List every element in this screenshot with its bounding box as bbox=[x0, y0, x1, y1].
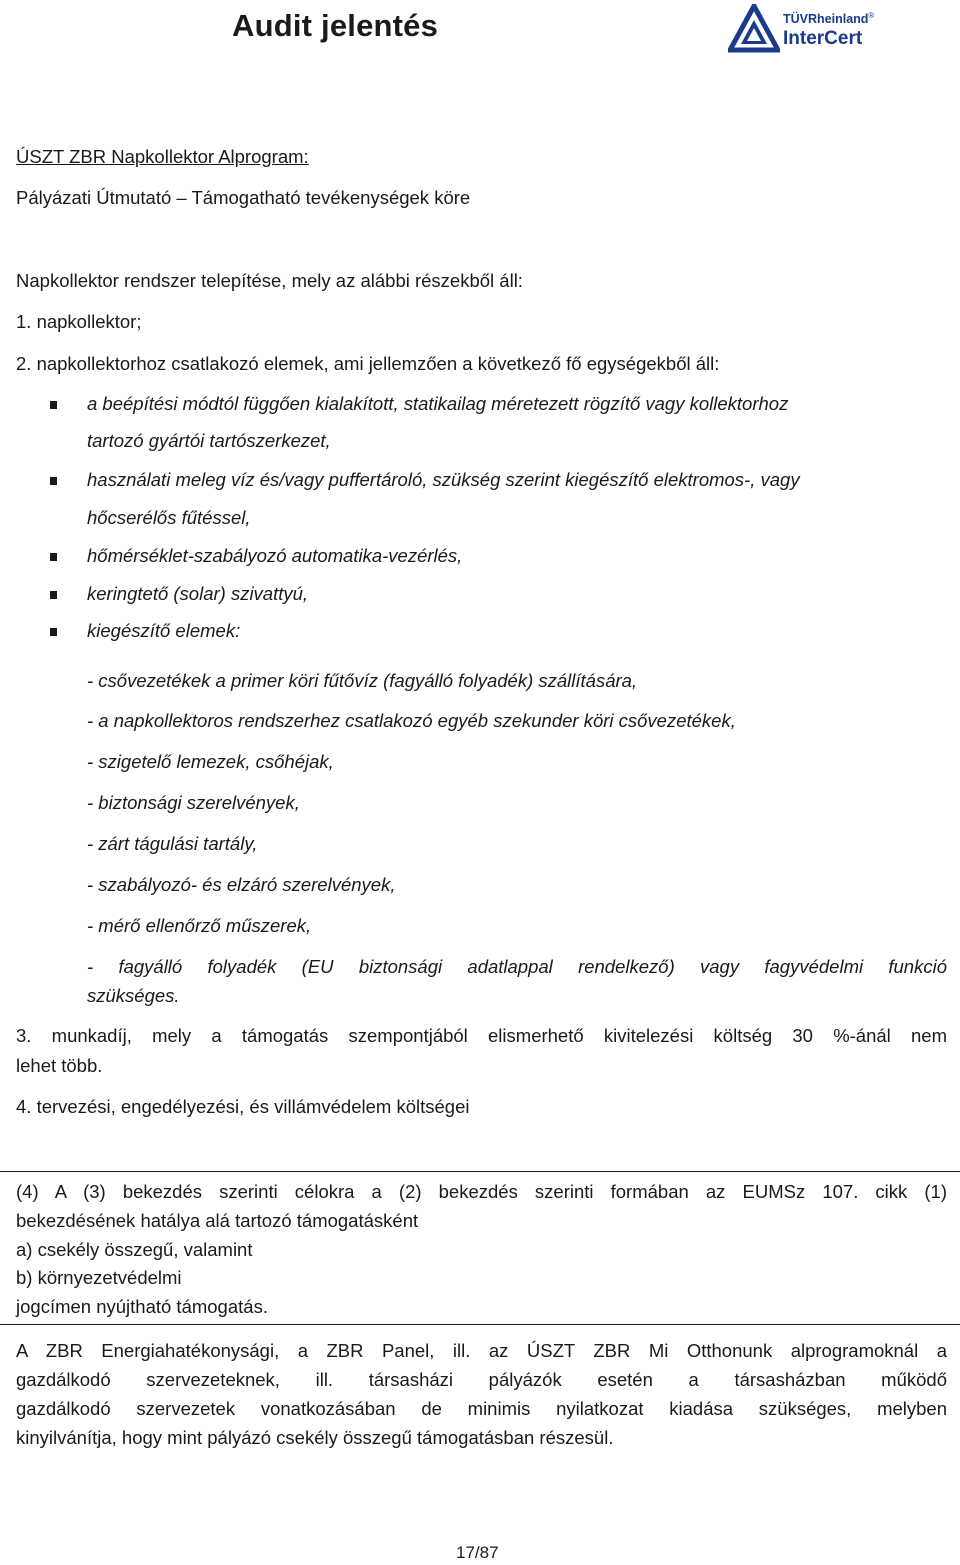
square-bullet-icon bbox=[50, 628, 57, 636]
sub-item-last-continuation: szükséges. bbox=[87, 985, 180, 1006]
list-item-2: 2. napkollektorhoz csatlakozó elemek, ami jellemzően a következő fő egységekből áll: bbox=[16, 353, 720, 374]
square-bullet-icon bbox=[50, 553, 57, 561]
quote-line: jogcímen nyújtható támogatás. bbox=[16, 1296, 268, 1317]
quote-line: (4) A (3) bekezdés szerinti célokra a (2) bekezdés szerinti formában az EUMSz 107. cikk (1) bbox=[16, 1181, 947, 1202]
square-bullet-icon bbox=[50, 477, 57, 485]
sub-item: - csővezetékek a primer köri fűtővíz (fagyálló folyadék) szállítására, bbox=[87, 670, 638, 691]
quote-box-bottom-border bbox=[0, 1324, 960, 1325]
list-item-1: 1. napkollektor; bbox=[16, 311, 142, 332]
intro-text: Napkollektor rendszer telepítése, mely az alábbi részekből áll: bbox=[16, 270, 523, 291]
quote-line: a) csekély összegű, valamint bbox=[16, 1239, 253, 1260]
sub-item: - biztonsági szerelvények, bbox=[87, 792, 300, 813]
closing-line: A ZBR Energiahatékonysági, a ZBR Panel, ill. az ÚSZT ZBR Mi Otthonunk alprogramoknál a bbox=[16, 1340, 947, 1361]
closing-line: kinyilvánítja, hogy mint pályázó csekély összegű támogatásban részesül. bbox=[16, 1427, 614, 1448]
tuv-intercert-logo bbox=[728, 4, 943, 54]
page-number: 17/87 bbox=[456, 1543, 499, 1562]
bullet-item-continuation: hőcserélős fűtéssel, bbox=[87, 507, 251, 528]
closing-line: gazdálkodó szervezeteknek, ill. társasházi pályázók esetén a társasházban működő bbox=[16, 1369, 947, 1390]
page-title: Audit jelentés bbox=[232, 8, 439, 43]
sub-item: - a napkollektoros rendszerhez csatlakozó egyéb szekunder köri csővezetékek, bbox=[87, 710, 736, 731]
bullet-item-continuation: tartozó gyártói tartószerkezet, bbox=[87, 430, 331, 451]
closing-line: gazdálkodó szervezetek vonatkozásában de minimis nyilatkozat kiadása szükséges, melyben bbox=[16, 1398, 947, 1419]
sub-item-last: - fagyálló folyadék (EU biztonsági adatlappal rendelkező) vagy fagyvédelmi funkció bbox=[87, 956, 947, 977]
quote-line: b) környezetvédelmi bbox=[16, 1267, 182, 1288]
logo-brand-small: TÜVRheinland® bbox=[783, 11, 875, 27]
list-item-4: 4. tervezési, engedélyezési, és villámvédelem költségei bbox=[16, 1096, 470, 1117]
square-bullet-icon bbox=[50, 591, 57, 599]
guide-title: Pályázati Útmutató – Támogatható tevékenységek köre bbox=[16, 187, 471, 208]
quote-box-top-border bbox=[0, 1171, 960, 1172]
program-title: ÚSZT ZBR Napkollektor Alprogram: bbox=[16, 146, 309, 167]
sub-item: - szigetelő lemezek, csőhéjak, bbox=[87, 751, 334, 772]
sub-item: - mérő ellenőrző műszerek, bbox=[87, 915, 312, 936]
sub-item: - zárt tágulási tartály, bbox=[87, 833, 258, 854]
list-item-3: 3. munkadíj, mely a támogatás szempontjából elismerhető kivitelezési költség 30 %-ánál nem bbox=[16, 1025, 947, 1046]
list-item-3-continuation: lehet több. bbox=[16, 1055, 103, 1076]
logo-brand-big: InterCert bbox=[783, 28, 863, 49]
square-bullet-icon bbox=[50, 401, 57, 409]
tuv-triangle-logo-icon bbox=[728, 4, 780, 54]
quote-line: bekezdésének hatálya alá tartozó támogatásként bbox=[16, 1210, 419, 1231]
sub-item: - szabályozó- és elzáró szerelvények, bbox=[87, 874, 396, 895]
